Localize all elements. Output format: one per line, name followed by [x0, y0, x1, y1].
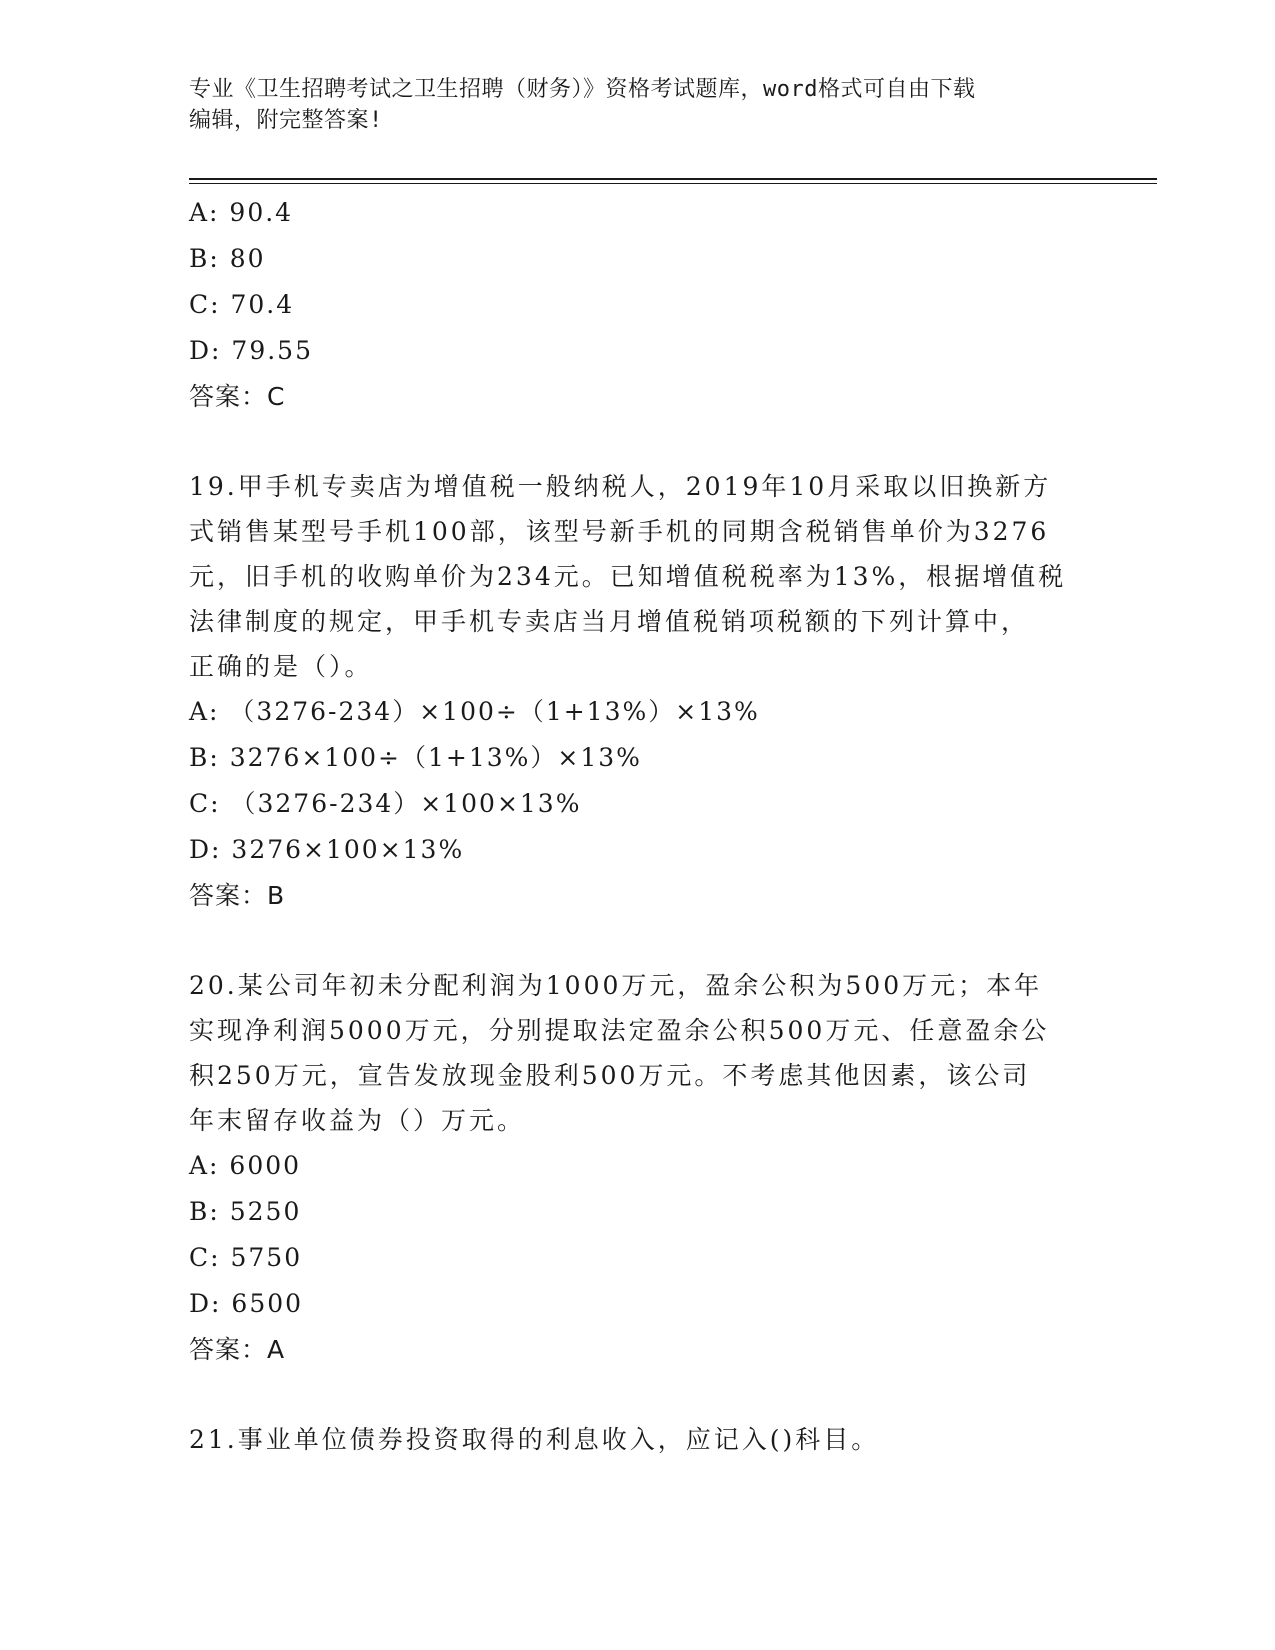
document-header: [189, 74, 1089, 136]
question-text-line: 正确的是（）。: [189, 652, 373, 681]
option-c: C: （3276-234）×100×13%: [189, 789, 582, 818]
question-text-line: 21.事业单位债券投资取得的利息收入，应记入()科目。: [189, 1425, 880, 1454]
question-text-line: 元，旧手机的收购单价为234元。已知增值税税率为13%，根据增值税: [189, 562, 1067, 591]
option-b: B: 5250: [189, 1197, 302, 1226]
question-18-block: [189, 190, 1089, 420]
spacer: [189, 420, 1089, 464]
option-c: C: 5750: [189, 1243, 303, 1272]
option-a: A: 6000: [189, 1151, 302, 1180]
option-d: D: 3276×100×13%: [189, 835, 465, 864]
option-d: D: 6500: [189, 1289, 304, 1318]
question-19-block: [189, 464, 1089, 919]
question-text-line: 积250万元，宣告发放现金股利500万元。不考虑其他因素，该公司: [189, 1061, 1031, 1090]
answer-line: 答案：B: [189, 881, 286, 910]
question-text-line: 法律制度的规定，甲手机专卖店当月增值税销项税额的下列计算中，: [189, 607, 1030, 636]
header-rule-thick: [189, 178, 1157, 180]
question-text-line: 式销售某型号手机100部，该型号新手机的同期含税销售单价为3276: [189, 517, 1050, 546]
option-a: A: 90.4: [189, 198, 294, 227]
header-line-1: 专业《卫生招聘考试之卫生招聘（财务）》资格考试题库，word格式可自由下载: [189, 77, 976, 102]
answer-line: 答案：C: [189, 382, 286, 411]
option-c: C: 70.4: [189, 290, 295, 319]
option-b: B: 3276×100÷（1+13%）×13%: [189, 743, 642, 772]
spacer: [189, 1373, 1089, 1417]
question-text-line: 20.某公司年初未分配利润为1000万元，盈余公积为500万元；本年: [189, 971, 1043, 1000]
option-a: A: （3276-234）×100÷（1+13%）×13%: [189, 697, 760, 726]
header-line-2: 编辑，附完整答案!: [189, 108, 383, 133]
option-d: D: 79.55: [189, 336, 313, 365]
option-b: B: 80: [189, 244, 266, 273]
question-21-block: [189, 1417, 1089, 1462]
question-20-block: [189, 963, 1089, 1373]
spacer: [189, 919, 1089, 963]
document-body: [189, 190, 1089, 1462]
question-text-line: 19.甲手机专卖店为增值税一般纳税人，2019年10月采取以旧换新方: [189, 472, 1052, 501]
header-rule-thin: [189, 183, 1157, 184]
answer-line: 答案：A: [189, 1335, 286, 1364]
question-text-line: 年末留存收益为（）万元。: [189, 1106, 526, 1135]
question-text-line: 实现净利润5000万元，分别提取法定盈余公积500万元、任意盈余公: [189, 1016, 1050, 1045]
